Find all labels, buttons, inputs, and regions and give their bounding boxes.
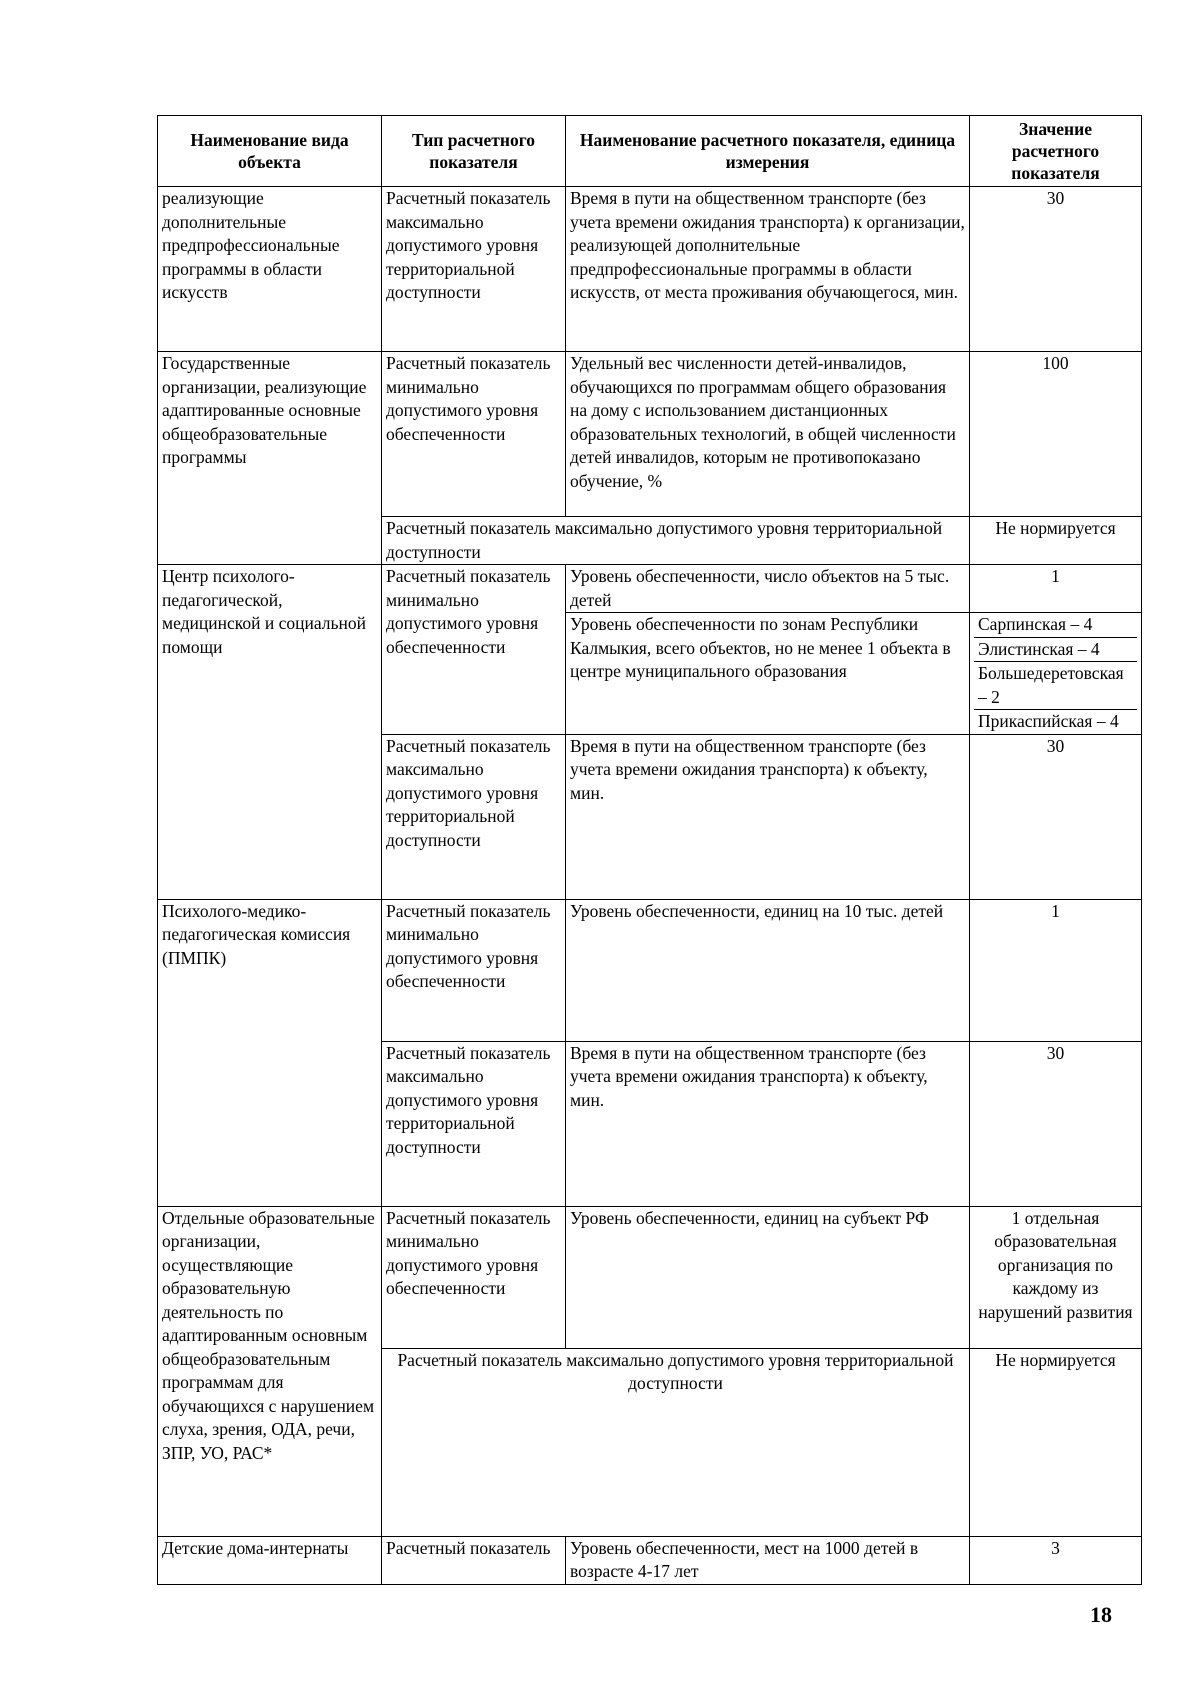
indicator-value: 30 xyxy=(970,187,1142,352)
indicator-value: 1 xyxy=(970,899,1142,1041)
indicator-type: Расчетный показатель максимально допустимого уровня территориальной доступности xyxy=(382,734,566,899)
indicator-value: Не нормируется xyxy=(970,1348,1142,1536)
object-name: Государственные организации, реализующие адаптированные основные общеобразовательные программы xyxy=(158,352,382,565)
object-name: Психолого-медико-педагогическая комиссия (ПМПК) xyxy=(158,899,382,1206)
indicator-name: Уровень обеспеченности, число объектов на 5 тыс. детей xyxy=(566,565,970,613)
indicator-name: Уровень обеспеченности, мест на 1000 детей в возрасте 4-17 лет xyxy=(566,1536,970,1584)
indicator-value: 100 xyxy=(970,352,1142,517)
indicator-name: Удельный вес численности детей-инвалидов, обучающихся по программам общего образования на дому с использованием дистанционных образовательных технологий, в общей численности детей инвалидов, которым не противопоказано обучение, % xyxy=(566,352,970,517)
indicator-name: Уровень обеспеченности по зонам Республики Калмыкия, всего объектов, но не менее 1 объекта в центре муниципального образования xyxy=(566,613,970,735)
page-number: 18 xyxy=(1090,1602,1112,1627)
table-row xyxy=(158,1206,1142,1348)
indicator-value: Не нормируется xyxy=(970,517,1142,565)
object-name: Отдельные образовательные организации, осуществляющие образовательную деятельность по адаптированным основным общеобразовательным программам для обучающихся с нарушением слуха, зрения, ОДА, речи, ЗПР, УО, РАС* xyxy=(158,1206,382,1536)
header-indicator-type: Тип расчетного показателя xyxy=(382,116,566,187)
indicator-type: Расчетный показатель минимально допустимого уровня обеспеченности xyxy=(382,352,566,517)
object-name: Центр психолого-педагогической, медицинской и социальной помощи xyxy=(158,565,382,900)
indicator-value: 30 xyxy=(970,1041,1142,1206)
table-row xyxy=(158,352,1142,517)
indicator-value: 1 xyxy=(970,565,1142,613)
norms-table xyxy=(157,115,1142,1585)
indicator-name: Время в пути на общественном транспорте (без учета времени ожидания транспорта) к объекту, мин. xyxy=(566,734,970,899)
object-name: реализующие дополнительные предпрофессиональные программы в области искусств xyxy=(158,187,382,352)
object-name: Детские дома-интернаты xyxy=(158,1536,382,1584)
table-row xyxy=(158,899,1142,1041)
indicator-type: Расчетный показатель максимально допустимого уровня территориальной доступности xyxy=(382,187,566,352)
zone-item: Прикаспийская – 4 xyxy=(978,711,1119,731)
indicator-name: Время в пути на общественном транспорте (без учета времени ожидания транспорта) к объекту, мин. xyxy=(566,1041,970,1206)
header-object-type: Наименование вида объекта xyxy=(158,116,382,187)
indicator-name: Время в пути на общественном транспорте (без учета времени ожидания транспорта) к организации, реализующей дополнительные предпрофессиональные программы в области искусств, от места проживания обучающегося, мин. xyxy=(566,187,970,352)
indicator-value: 30 xyxy=(970,734,1142,899)
indicator-value: 3 xyxy=(970,1536,1142,1584)
indicator-name: Уровень обеспеченности, единиц на субъект РФ xyxy=(566,1206,970,1348)
indicator-type: Расчетный показатель минимально допустимого уровня обеспеченности xyxy=(382,1206,566,1348)
indicator-type: Расчетный показатель xyxy=(382,1536,566,1584)
indicator-type: Расчетный показатель максимально допустимого уровня территориальной доступности xyxy=(382,1348,970,1536)
header-indicator-value: Значение расчетного показателя xyxy=(970,116,1142,187)
indicator-type: Расчетный показатель максимально допустимого уровня территориальной доступности xyxy=(382,517,970,565)
table-row xyxy=(158,1536,1142,1584)
indicator-type: Расчетный показатель минимально допустимого уровня обеспеченности xyxy=(382,565,566,735)
indicator-value: 1 отдельная образовательная организация по каждому из нарушений развития xyxy=(970,1206,1142,1348)
table-row xyxy=(158,565,1142,613)
zone-item: Большедеретовская – 2 xyxy=(974,662,1137,710)
zones-list xyxy=(970,613,1142,735)
table-row xyxy=(158,187,1142,352)
indicator-type: Расчетный показатель минимально допустимого уровня обеспеченности xyxy=(382,899,566,1041)
header-indicator-name: Наименование расчетного показателя, единица измерения xyxy=(566,116,970,187)
zone-item: Элистинская – 4 xyxy=(974,638,1137,663)
table-header-row xyxy=(158,116,1142,187)
indicator-type: Расчетный показатель максимально допустимого уровня территориальной доступности xyxy=(382,1041,566,1206)
indicator-name: Уровень обеспеченности, единиц на 10 тыс. детей xyxy=(566,899,970,1041)
zone-item: Сарпинская – 4 xyxy=(974,613,1137,638)
